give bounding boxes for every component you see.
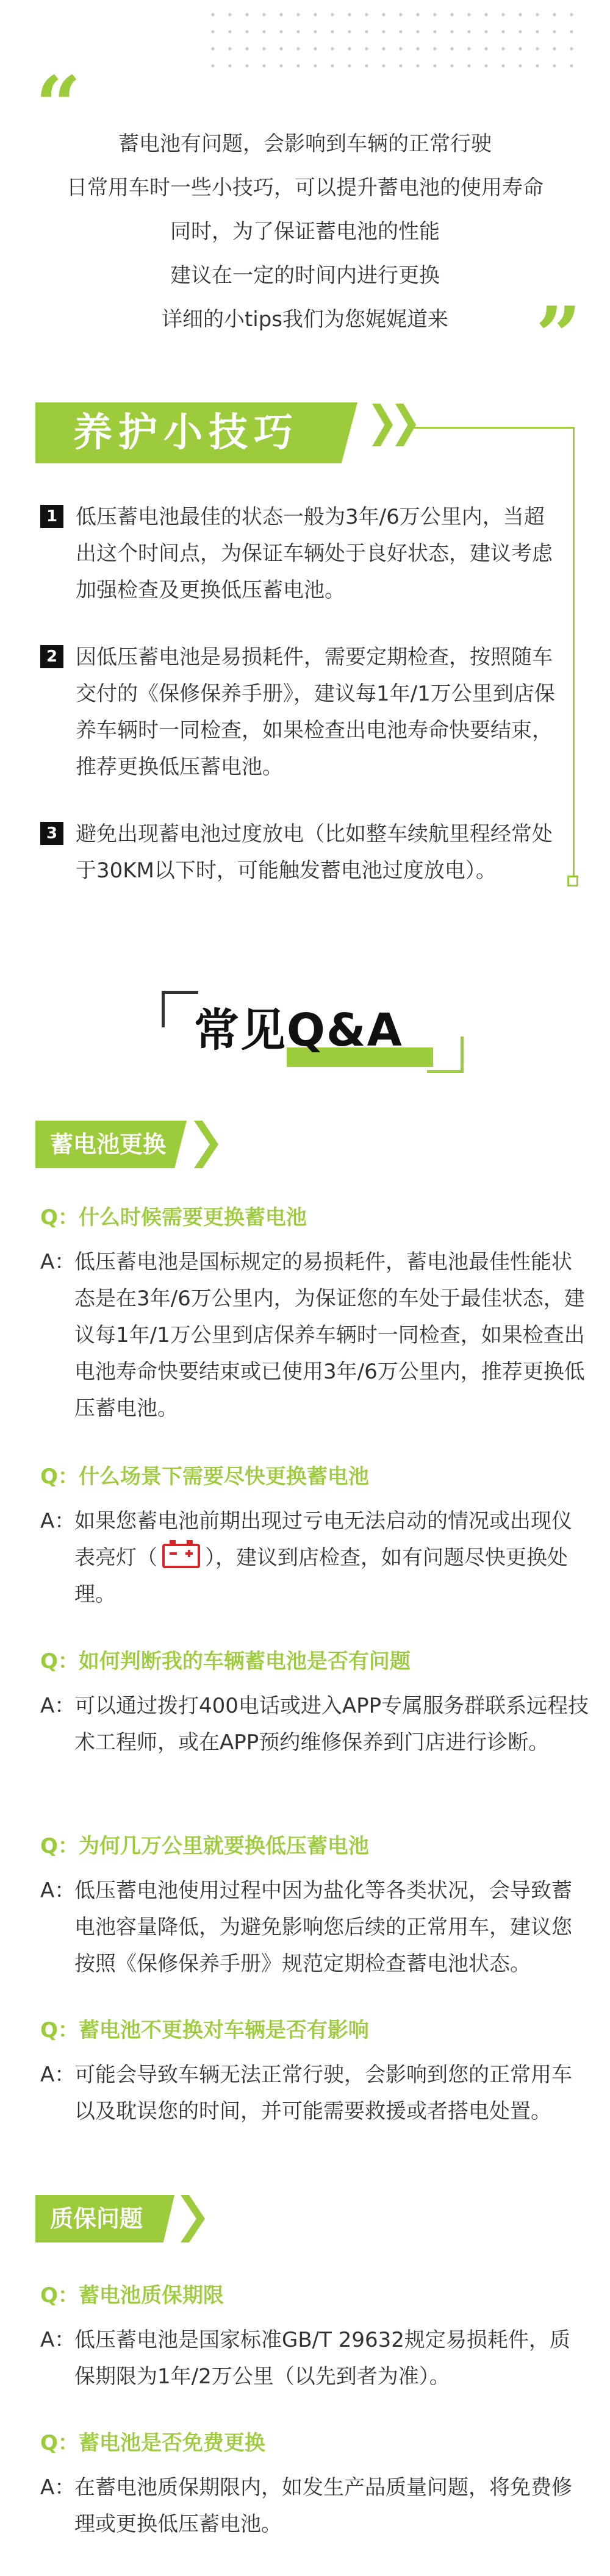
tip-text: 低压蓄电池最佳的状态一般为3年/6万公里内，当超出这个时间点，为保证车辆处于良好状态，建议考虑加强检查及更换低压蓄电池。 [76, 505, 553, 602]
close-quote-icon: ” [536, 289, 581, 382]
tip-number: 2 [40, 645, 63, 668]
question: Q：蓄电池不更换对车辆是否有影响 [40, 2018, 369, 2043]
answer [40, 2057, 589, 2130]
answer [40, 1872, 589, 1982]
question: Q：如何判断我的车辆蓄电池是否有问题 [40, 1649, 411, 1674]
answer-text: 低压蓄电池是国家标准GB/T 29632规定易损耗件，质保期限为1年/2万公里（以先到者为准）。 [74, 2328, 570, 2389]
qa-title-corner-decoration [162, 991, 198, 1027]
answer-text: 低压蓄电池使用过程中因为盐化等各类状况，会导致蓄电池容量降低，为避免影响您后续的正常用车，建议您按照《保修保养手册》规范定期检查蓄电池状态。 [74, 1878, 572, 1976]
section-label: 蓄电池更换 [50, 1131, 167, 1158]
answer-text [74, 1503, 589, 1613]
intro-line: 同时，为了保证蓄电池的性能 [170, 219, 440, 244]
intro-line: 蓄电池有问题，会影响到车辆的正常行驶 [118, 132, 492, 156]
answer [40, 2469, 589, 2542]
chevron-right-icon [181, 2195, 205, 2242]
question: Q：蓄电池是否免费更换 [40, 2431, 265, 2455]
qa-title-corner-decoration [427, 1036, 464, 1073]
answer-text: 可以通过拨打400电话或进入APP专属服务群联系远程技术工程师，或在APP预约维修保养到门店进行诊断。 [74, 1694, 589, 1755]
dot-grid-decoration [204, 6, 583, 73]
tip-item [34, 816, 571, 889]
qa-title: 常见Q&A [194, 1004, 403, 1057]
intro-line: 日常用车时一些小技巧，可以提升蓄电池的使用寿命 [66, 176, 544, 200]
question: Q：为何几万公里就要换低压蓄电池 [40, 1834, 369, 1858]
tip-number: 1 [40, 505, 63, 528]
tip-text: 避免出现蓄电池过度放电（比如整车续航里程经常处于30KM以下时，可能触发蓄电池过度放电）。 [76, 822, 553, 883]
chevron-right-icon [372, 404, 393, 446]
tip-item [34, 499, 571, 608]
question: Q：什么场景下需要尽快更换蓄电池 [40, 1465, 369, 1489]
tip-text: 因低压蓄电池是易损耗件，需要定期检查，按照随车交付的《保修保养手册》，建议每1年/1万公里到店保养车辆时一同检查，如果检查出电池寿命快要结束，推荐更换低压蓄电池。 [76, 645, 555, 779]
answer-text: 可能会导致车辆无法正常行驶，会影响到您的正常用车以及耽误您的时间，并可能需要救援或者搭电处置。 [74, 2063, 572, 2124]
answer-text-part: 如果您蓄电池前期出现过亏电无法启动的情况或出现仪表亮灯（ [74, 1509, 572, 1570]
chevron-right-icon [194, 1121, 218, 1168]
intro-line: 详细的小tips我们为您娓娓道来 [161, 307, 449, 332]
tip-item [34, 639, 571, 785]
answer-prefix: A： [40, 1878, 76, 1903]
question: Q：什么时候需要更换蓄电池 [40, 1205, 307, 1230]
answer-prefix: A： [40, 2475, 76, 2500]
answer-prefix: A： [40, 1509, 76, 1533]
answer-prefix: A： [40, 2063, 76, 2087]
answer [40, 1503, 589, 1613]
answer [40, 1688, 589, 1761]
answer [40, 1244, 589, 1427]
intro-line: 建议在一定的时间内进行更换 [170, 263, 440, 288]
answer-text: 在蓄电池质保期限内，如发生产品质量问题，将免费修理或更换低压蓄电池。 [74, 2475, 572, 2536]
section-label: 质保问题 [50, 2205, 143, 2232]
tips-title: 养护小技巧 [73, 410, 299, 455]
answer-prefix: A： [40, 1694, 76, 1718]
open-quote-icon: “ [35, 59, 81, 152]
answer-text: 低压蓄电池是国标规定的易损耗件，蓄电池最佳性能状态是在3年/6万公里内，为保证您的车处于最佳状态，建议每1年/1万公里到店保养车辆时一同检查，如果检查出电池寿命快要结束或已使用3年/6万公里内，推荐更换低压蓄电池。 [74, 1250, 585, 1421]
question: Q：蓄电池质保期限 [40, 2283, 224, 2308]
intro-text [0, 122, 610, 341]
answer [40, 2322, 589, 2395]
battery-warning-icon [162, 1544, 200, 1568]
tip-number: 3 [40, 822, 63, 845]
answer-prefix: A： [40, 1250, 76, 1274]
answer-prefix: A： [40, 2328, 76, 2352]
answer-text-part: ），建议到店检查，如有问题尽快更换处理。 [74, 1546, 568, 1607]
